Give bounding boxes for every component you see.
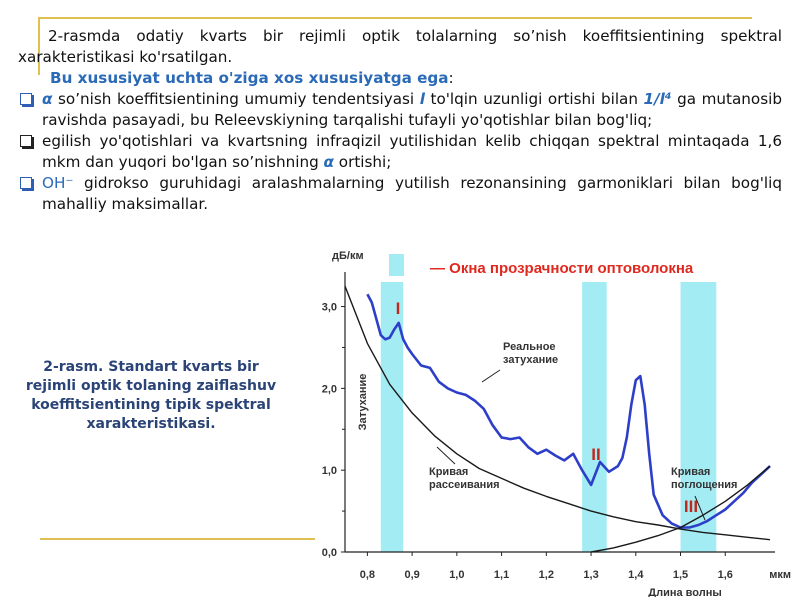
bullet-item-3 <box>18 173 782 215</box>
intro-paragraph: 2-rasmda odatiy kvarts bir rejimli optik tolalarning so’nish koeffitsientining spektral xarakteristikasi ko'rsatilgan. <box>18 27 782 66</box>
decor-bottom-line <box>40 538 315 540</box>
x-tick-label: 1,3 <box>583 569 599 581</box>
checkbox-bullet-icon <box>20 135 32 147</box>
subheading-text: Bu xususiyat uchta o'ziga xos xususiyatga ega <box>50 69 449 87</box>
hydroxyl-label: OH⁻ <box>42 174 74 192</box>
inverse-fourth-power: 1/l⁴ <box>643 90 672 108</box>
x-tick-label: 0,9 <box>404 569 420 581</box>
window-label-3: III <box>683 497 699 516</box>
transparency-windows <box>381 282 717 552</box>
series-label-real: Реальное затухание <box>503 341 559 366</box>
series-label-absorption: Кривая поглощения <box>671 466 738 491</box>
subheading-colon: : <box>448 69 454 87</box>
chart-title: — Окна прозрачности оптоволокна <box>430 260 694 277</box>
window-label-1: I <box>395 299 401 318</box>
body-text <box>18 26 782 215</box>
x-axis-label: Длина волны <box>648 587 722 597</box>
x-tick-label: 0,8 <box>359 569 376 581</box>
x-tick-label: 1,0 <box>449 569 465 581</box>
bullet-1-text-c: ga mutanosib ravishda pasayadi, bu Releevskiyning tarqalishi tufayli yo'qotishlar bilan bog'liq; <box>42 90 782 129</box>
leader-line-real <box>482 370 500 382</box>
section-subheading <box>50 68 782 89</box>
x-tick-label: 1,4 <box>628 569 644 581</box>
bullet-item-2 <box>18 131 782 173</box>
checkbox-bullet-icon <box>20 93 32 105</box>
x-unit-label: мкм <box>769 569 791 581</box>
y-tick-label: 3,0 <box>321 301 337 314</box>
bullet-2-text-b: ortishi; <box>333 153 392 171</box>
bullet-2-text-a: egilish yo'qotishlari va kvartsning infraqizil yutilishidan kelib chiqqan spektral mintaqada 1,6 mkm dan yuqori bo'lgan so’nishning <box>42 132 782 171</box>
decor-top-line <box>38 17 752 19</box>
y-tick-label: 2,0 <box>321 383 337 396</box>
bullet-3-text-a: gidrokso guruhidagi aralashmalarning yutilish rezonansining garmoniklari bilan bog'liq mahalliy maksimallar. <box>42 174 782 213</box>
bullet-1-text-a: so’nish koeffitsientining umumiy tendentsiyasi <box>52 90 420 108</box>
alpha-symbol: α <box>42 90 53 108</box>
lambda-symbol: l <box>419 90 425 108</box>
checkbox-bullet-icon <box>20 177 32 189</box>
y-tick-label: 0,0 <box>321 547 337 559</box>
x-tick-label: 1,6 <box>717 569 733 581</box>
attenuation-chart <box>300 242 795 597</box>
bullet-item-1 <box>18 89 782 131</box>
x-tick-label: 1,5 <box>672 569 689 581</box>
y-tick-label: 1,0 <box>321 465 337 478</box>
x-tick-label: 1,1 <box>493 569 510 581</box>
y-axis-label: Затухание <box>357 373 369 431</box>
alpha-symbol: α <box>323 153 334 171</box>
legend-swatch <box>389 254 404 276</box>
bullet-1-text-b: to'lqin uzunligi ortishi bilan <box>424 90 644 108</box>
figure-caption: 2-rasm. Standart kvarts bir rejimli optik tolaning zaiflashuv koeffitsientining tipik spektral xarakteristikasi. <box>25 359 277 432</box>
x-tick-label: 1,2 <box>538 569 554 581</box>
series-label-scattering: Кривая рассеивания <box>429 466 500 491</box>
window-label-2: II <box>591 445 601 464</box>
y-unit-label: дБ/км <box>332 250 364 262</box>
